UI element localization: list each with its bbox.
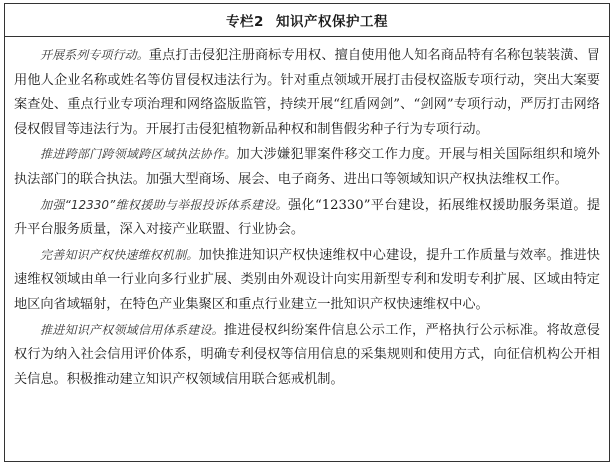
column-title-text: 知识产权保护工程 (275, 14, 388, 30)
paragraph-lead: 完善知识产权快速维权机制。 (40, 247, 199, 262)
paragraph-body: 推进侵权纠纷案件信息公示工作，严格执行公示标准。将故意侵权行为纳入社会信用评价体系，明确专利侵权等信用信息的采集规则和使用方式，向征信机构公开相关信息。积极推动建立知识产权领域信用联合惩戒机制。 (14, 322, 600, 387)
paragraph-body: 加快推进知识产权快速维权中心建设，提升工作质量与效率。推进快速维权领域由单一行业向多行业扩展、类别由外观设计向实用新型专利和发明专利扩展、区域由特定地区向省域辐射，在特色产业集聚区和重点行业建立一批知识产权快速维权中心。 (14, 247, 600, 312)
paragraph-body: 强化“12330”平台建设，拓展维权援助服务渠道。提升平台服务质量，深入对接产业联盟、行业协会。 (14, 197, 601, 238)
paragraph-lead: 推进知识产权领域信用体系建设。 (40, 322, 224, 337)
paragraph-body: 重点打击侵犯注册商标专用权、擅自使用他人知名商品特有名称包装装潢、冒用他人企业名称或姓名等仿冒侵权违法行为。针对重点领域开展打击侵权盗版专项行动，突出大案要案查处、重点行业专项治理和网络盗版监管，持续开展“红盾网剑”、“剑网”专项行动，严厉打击网络侵权假冒等违法行为。开展打击侵犯植物新品种权和制售假劣种子行为专项行动。 (14, 48, 600, 137)
column-box (4, 3, 610, 462)
column-number: 专栏2 (226, 14, 264, 30)
paragraph-credit-system (14, 318, 600, 393)
paragraph-special-actions (14, 43, 600, 142)
paragraph-lead: 开展系列专项行动。 (40, 48, 149, 62)
paragraph-enforcement-cooperation (14, 142, 600, 192)
paragraph-lead: 加强“12330”维权援助与举报投诉体系建设。 (40, 197, 288, 212)
paragraph-body: 加大涉嫌犯罪案件移交工作力度。开展与相关国际组织和境外执法部门的联合执法。加强大型商场、展会、电子商务、进出口等领域知识产权执法维权工作。 (14, 147, 600, 187)
paragraph-12330-platform (14, 193, 600, 243)
column-content (5, 37, 609, 392)
column-title (5, 4, 609, 37)
paragraph-lead: 推进跨部门跨领域跨区域执法协作。 (40, 147, 237, 162)
paragraph-rapid-rights-protection (14, 243, 600, 318)
